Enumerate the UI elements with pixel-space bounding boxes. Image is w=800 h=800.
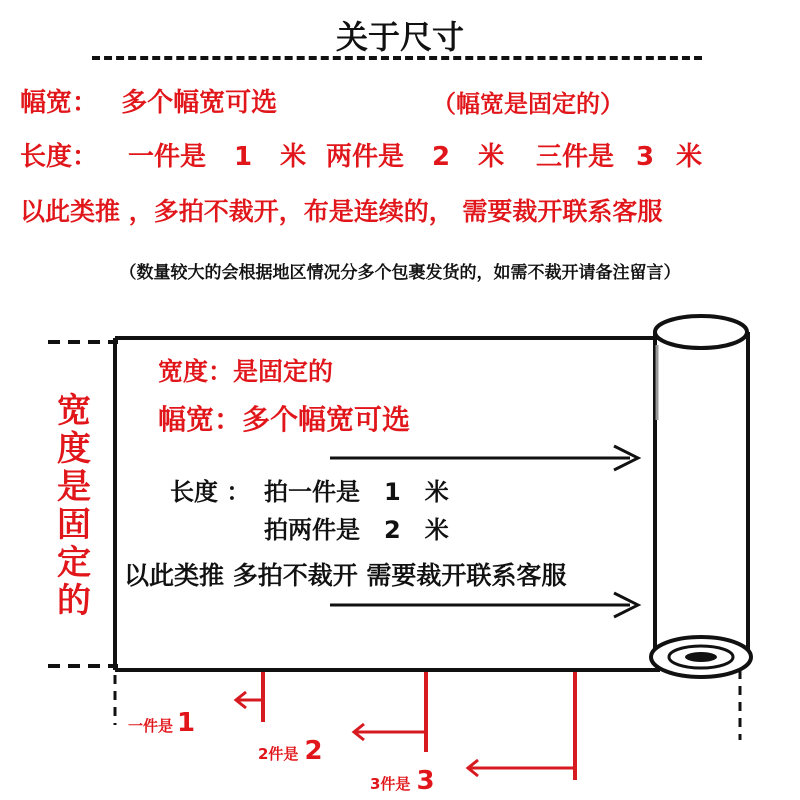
width-label: 幅宽： [20,88,99,118]
diagram-length-two: 拍两件是 2 米 [264,516,449,544]
tick-label-one: 一件是 1 [128,708,196,738]
width-value: 多个幅宽可选 [121,88,278,118]
arrow-bottom [330,593,638,617]
fabric-roll [651,316,751,677]
bracket-note: （数量较大的会根据地区情况分多个包裹发货的，如需不裁开请备注留言） [119,263,681,283]
length-item-2: 两件是 2 米 [326,142,505,172]
tick-three [468,672,575,780]
diagram-width-options: 幅宽：多个幅宽可选 [158,403,411,436]
arrow-top [330,446,638,470]
side-width-label: 宽 度 是 固 定 的 [57,391,91,621]
length-item-1: 一件是 1 米 [128,142,307,172]
tick-one [236,672,263,722]
length-label: 长度： [20,142,99,172]
length-item-3: 三件是 3 米 [536,142,703,172]
diagram-rule: 以此类推 多拍不裁开 需要裁开联系客服 [124,561,567,590]
diagram-length-label: 长度 ： [170,478,251,506]
width-note: （幅宽是固定的） [432,90,624,118]
tick-two [354,672,426,752]
diagram-width-fixed: 宽度：是固定的 [158,357,334,386]
tick-label-two: 2件是 2 [258,736,323,766]
page-title: 关于尺寸 [335,18,464,56]
rule-line: 以此类推 ，多拍不裁开，布是连续的， 需要裁开联系客服 [20,197,663,226]
diagram-length-one: 拍一件是 1 米 [264,478,449,506]
tick-label-three: 3件是 3 [370,766,435,796]
